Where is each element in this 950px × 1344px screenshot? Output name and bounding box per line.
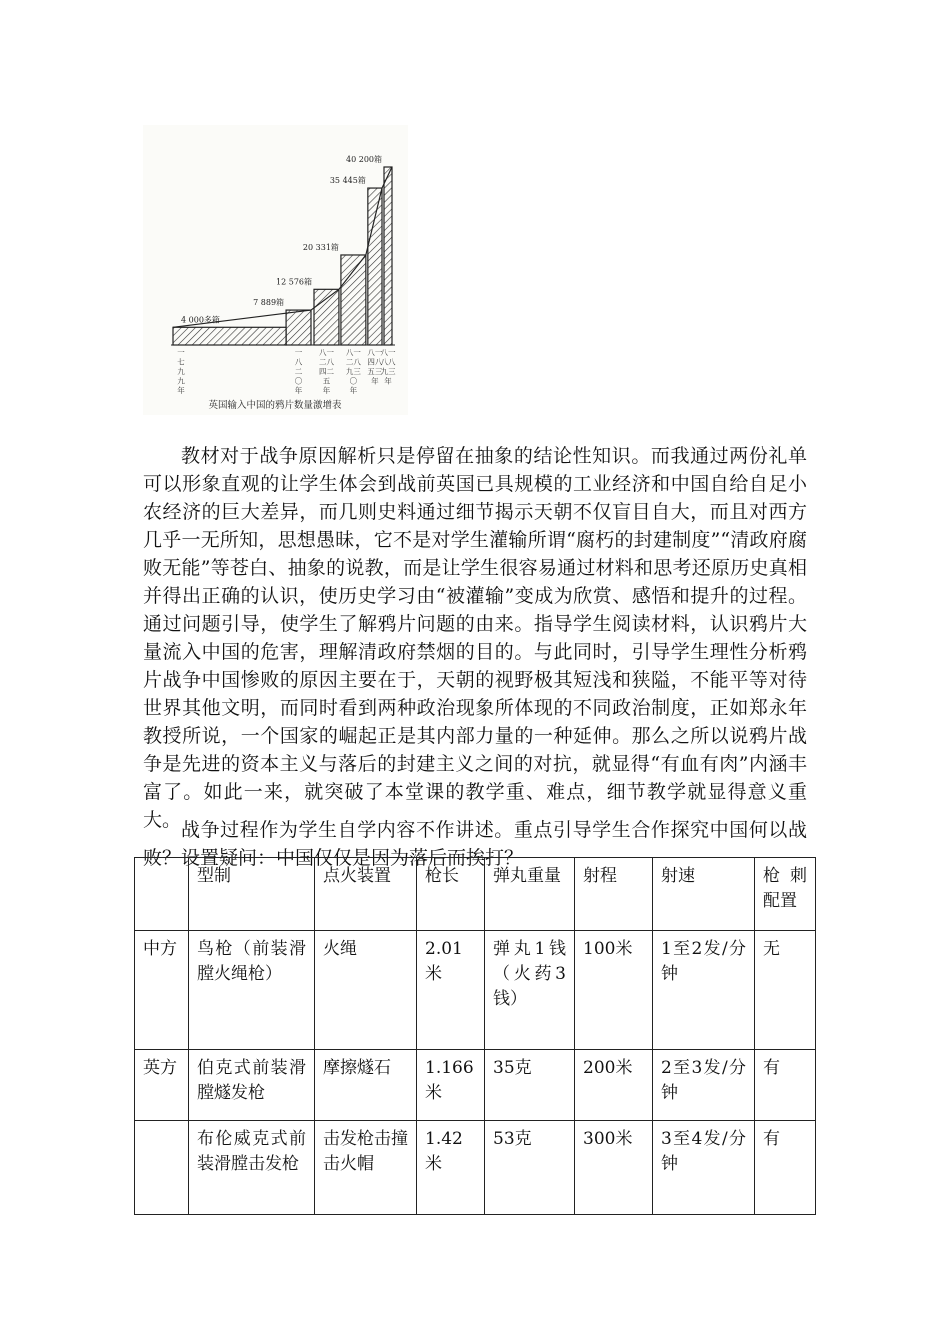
chart-bar: [314, 289, 339, 345]
table-cell: 200米: [575, 1050, 653, 1121]
table-cell: 弹丸1钱（火药3钱）: [485, 931, 575, 1050]
tick-label: 五: [322, 376, 331, 386]
tick-label: 四八: [367, 357, 383, 367]
header-cell: 弹丸重量: [485, 858, 575, 931]
tick-label: 年: [349, 386, 358, 395]
header-cell: [135, 858, 189, 931]
header-cell: 枪刺配置: [755, 858, 816, 931]
tick-label: 八八: [380, 357, 396, 367]
table-cell: 53克: [485, 1121, 575, 1215]
body-paragraph-1: 教材对于战争原因解析只是停留在抽象的结论性知识。而我通过两份礼单可以形象直观的让学生体会到战前英国已具规模的工业经济和中国自给自足小农经济的巨大差异，而几则史料通过细节揭示天朝不仅盲目自大，而且对西方几乎一无所知，思想愚昧，它不是对学生灌输所谓“腐朽的封建制度”“清政府腐败无能”等苍白、抽象的说教，而是让学生很容易通过材料和思考还原历史真相并得出正确的认识，使历史学习由“被灌输”变成为欣赏、感悟和提升的过程。通过问题引导，使学生了解鸦片问题的由来。指导学生阅读材料，认识鸦片大量流入中国的危害，理解清政府禁烟的目的。与此同时，引导学生理性分析鸦片战争中国惨败的原因主要在于，天朝的视野极其短浅和狭隘，不能平等对待世界其他文明，而同时看到两种政治现象所体现的不同政治制度，正如郑永年教授所说，一个国家的崛起正是其内部力量的一种延伸。那么之所以说鸦片战争是先进的资本主义与落后的封建主义之间的对抗，就显得“有血有肉”内涵丰富了。如此一来，就突破了本堂课的教学重、难点，细节教学就显得意义重大。: [143, 445, 807, 831]
chart-bar: [368, 188, 382, 345]
header-cell: 枪长: [417, 858, 485, 931]
tick-label: 八一: [318, 348, 334, 357]
table-cell: 摩擦燧石: [315, 1050, 417, 1121]
tick-label: 九: [177, 376, 185, 386]
tick-label: 年: [177, 386, 185, 395]
table-row: [135, 1121, 816, 1215]
data-label: 40 200箱: [346, 155, 382, 164]
tick-label: 年: [294, 386, 303, 395]
data-label: 35 445箱: [329, 176, 366, 186]
data-label: 12 576箱: [276, 277, 312, 287]
table-cell: 鸟枪（前装滑膛火绳枪）: [189, 931, 315, 1050]
data-label: 7 889箱: [253, 298, 285, 308]
table-cell: 2至3发/分钟: [653, 1050, 755, 1121]
table-cell: 伯克式前装滑膛燧发枪: [189, 1050, 315, 1121]
tick-label: 九三: [345, 367, 361, 376]
table-cell: 2.01米: [417, 931, 485, 1050]
header-cell: 射速: [653, 858, 755, 931]
tick-label: 一: [294, 348, 303, 357]
table-cell: 3至4发/分钟: [653, 1121, 755, 1215]
weapons-comparison-table: [134, 857, 816, 1215]
table-cell: 1至2发/分钟: [653, 931, 755, 1050]
tick-label: 年: [384, 376, 392, 386]
table-row: [135, 1050, 816, 1121]
data-label: 4 000多箱: [181, 315, 220, 325]
header-cell: 点火装置: [315, 858, 417, 931]
opium-import-chart: [143, 125, 408, 415]
table-cell: 35克: [485, 1050, 575, 1121]
header-cell: 射程: [575, 858, 653, 931]
data-label: 20 331箱: [302, 242, 339, 252]
tick-label: 〇: [294, 376, 303, 386]
table-cell: 英方: [135, 1050, 189, 1121]
tick-label: 二八: [318, 357, 334, 367]
table-cell: [135, 1121, 189, 1215]
table-cell: 有: [755, 1121, 816, 1215]
tick-label: 九: [177, 367, 185, 376]
table-cell: 击发枪击撞击火帽: [315, 1121, 417, 1215]
tick-label: 八一: [345, 348, 361, 357]
table-cell: 100米: [575, 931, 653, 1050]
header-cell: 型制: [189, 858, 315, 931]
table-cell: 1.42米: [417, 1121, 485, 1215]
tick-label: 二八: [345, 357, 361, 367]
tick-label: 七: [177, 357, 185, 367]
tick-label: 八一: [367, 348, 383, 357]
table-cell: 300米: [575, 1121, 653, 1215]
table-cell: 布伦威克式前装滑膛击发枪: [189, 1121, 315, 1215]
tick-label: 八: [294, 357, 303, 367]
tick-label: 一: [177, 348, 185, 357]
chart-bar: [384, 167, 392, 345]
chart-bar: [173, 327, 286, 345]
tick-label: 〇: [349, 376, 358, 386]
table-cell: 无: [755, 931, 816, 1050]
table-cell: 有: [755, 1050, 816, 1121]
table-cell: 中方: [135, 931, 189, 1050]
tick-label: 九三: [380, 367, 396, 376]
tick-label: 四二: [318, 367, 334, 376]
table-row: [135, 931, 816, 1050]
table-cell: 火绳: [315, 931, 417, 1050]
chart-title: 英国输入中国的鸦片数量激增表: [208, 400, 342, 411]
body-paragraph-2: 战争过程作为学生自学内容不作讲述。重点引导学生合作探究中国何以战败？设置疑问：中国仅仅是因为落后而挨打？: [143, 819, 807, 869]
tick-label: 年: [322, 386, 331, 395]
tick-label: 二: [294, 367, 303, 376]
table-cell: 1.166米: [417, 1050, 485, 1121]
tick-label: 五三: [367, 367, 383, 376]
tick-label: 八一: [380, 348, 396, 357]
tick-label: 年: [371, 376, 379, 386]
bar-chart: [143, 125, 408, 415]
chart-bar: [341, 255, 366, 345]
table-header-row: [135, 858, 816, 931]
chart-bar: [286, 310, 311, 345]
